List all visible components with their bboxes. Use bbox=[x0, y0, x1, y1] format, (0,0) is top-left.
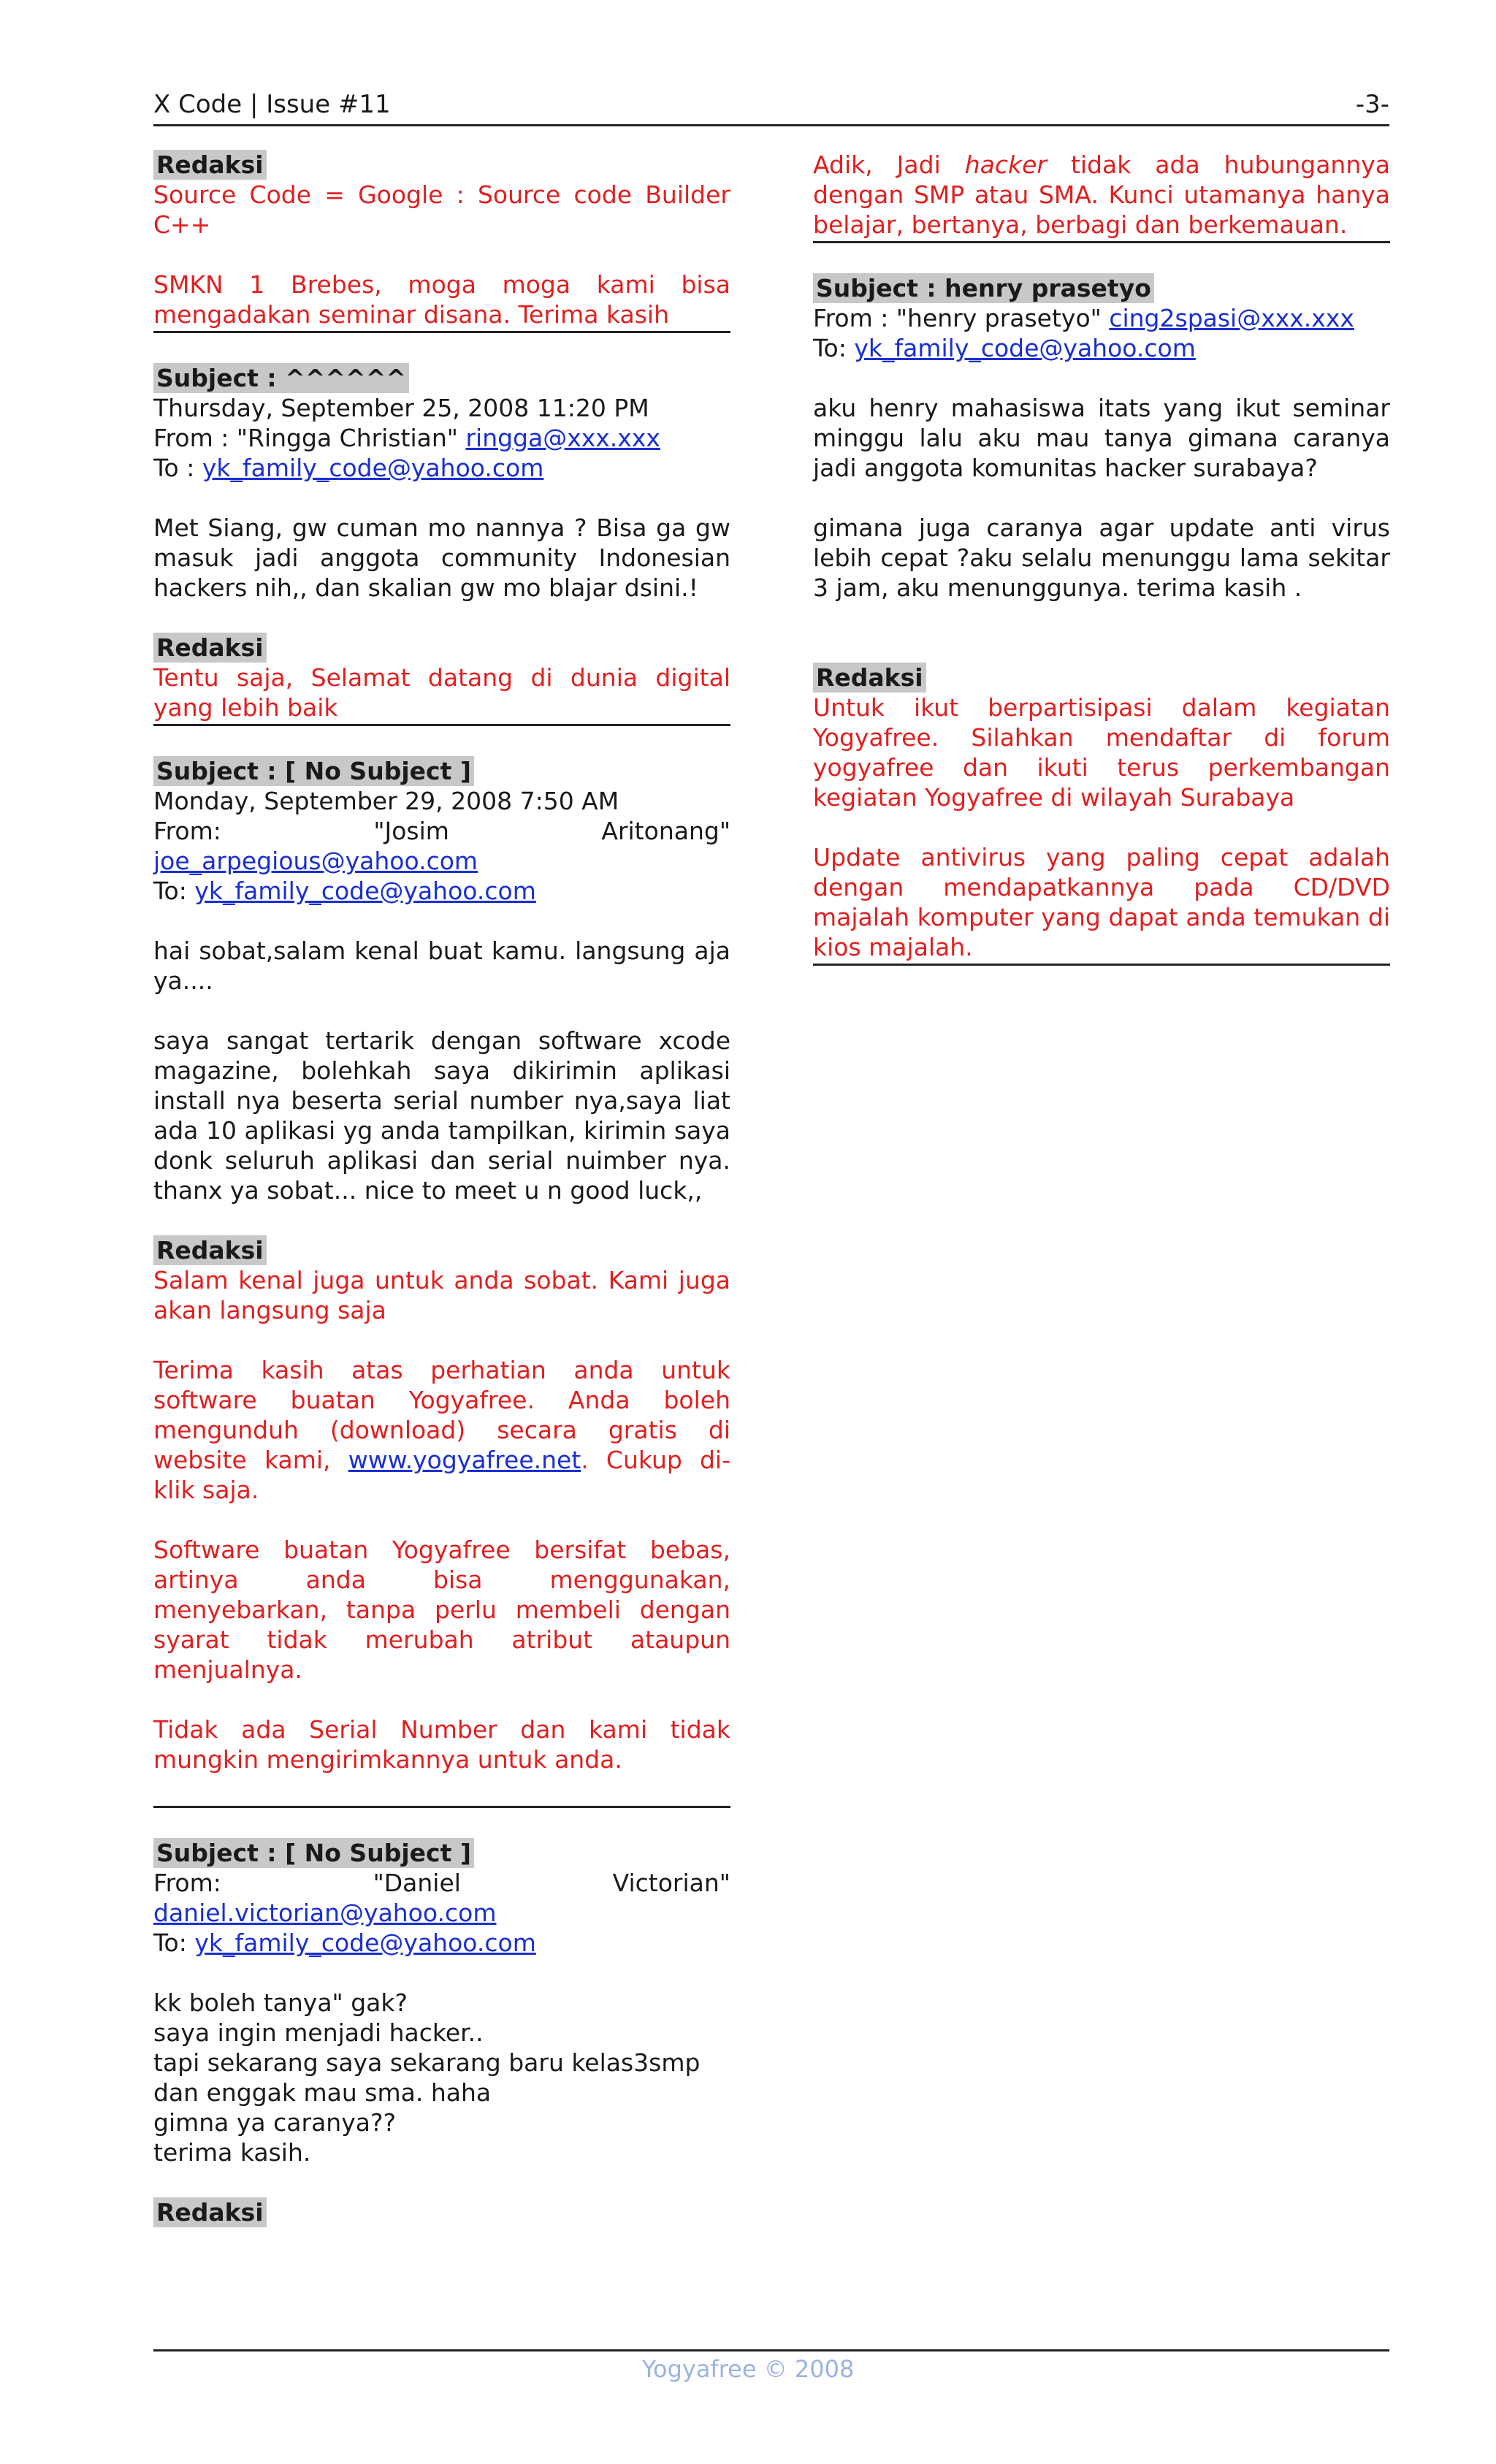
recipient-email-link[interactable]: yk_family_code@yahoo.com bbox=[194, 1929, 536, 1957]
reply-text: Update antivirus yang paling cepat adalah dengan mendapatkannya pada CD/DVD majalah komputer yang dapat anda temukan di kios majalah. bbox=[813, 843, 1390, 961]
letter-body: hai sobat,salam kenal buat kamu. langsung aja ya.... bbox=[153, 937, 730, 995]
redaksi-label: Redaksi bbox=[153, 1235, 267, 1265]
letter-block bbox=[813, 273, 1390, 633]
letter-line: terima kasih. bbox=[153, 2138, 311, 2167]
redaksi-label: Redaksi bbox=[153, 150, 267, 180]
letter-date: Monday, September 29, 2008 7:50 AM bbox=[153, 787, 619, 815]
letter-line: gimna ya caranya?? bbox=[153, 2108, 396, 2137]
footer-divider bbox=[153, 2349, 1389, 2352]
right-column bbox=[813, 150, 1390, 966]
letter-to: To : yk_family_code@yahoo.com bbox=[153, 454, 544, 482]
letter-to: To: yk_family_code@yahoo.com bbox=[153, 1929, 536, 1957]
letter-from: From: "Daniel Victorian" bbox=[153, 1869, 730, 1897]
reply-block bbox=[153, 2197, 730, 2227]
letter-from: From : "henry prasetyo" cing2spasi@xxx.xxx bbox=[813, 304, 1354, 332]
letter-body: aku henry mahasiswa itats yang ikut seminar minggu lalu aku mau tanya gimana caranya jadi anggota komunitas hacker surabaya? bbox=[813, 394, 1390, 482]
page-number: -3- bbox=[1355, 90, 1389, 119]
letter-date: Thursday, September 25, 2008 11:20 PM bbox=[153, 394, 649, 422]
website-link[interactable]: www.yogyafree.net bbox=[348, 1446, 581, 1474]
sender-email-link[interactable]: daniel.victorian@yahoo.com bbox=[153, 1899, 497, 1927]
reply-text: Software buatan Yogyafree bersifat bebas, artinya anda bisa menggunakan, menyebarkan, tanpa perlu membeli dengan syarat tidak merubah atribut ataupun menjualnya. bbox=[153, 1536, 730, 1684]
sender-email-link[interactable]: joe_arpegious@yahoo.com bbox=[153, 847, 478, 875]
letter-block bbox=[153, 363, 730, 603]
page-header bbox=[153, 86, 1389, 126]
letter-line: kk boleh tanya" gak? bbox=[153, 1988, 408, 2017]
redaksi-label: Redaksi bbox=[153, 633, 267, 663]
left-column bbox=[153, 150, 730, 2257]
sender-email-link[interactable]: ringga@xxx.xxx bbox=[465, 424, 660, 452]
letter-body: Met Siang, gw cuman mo nannya ? Bisa ga gw masuk jadi anggota community Indonesian hackers nih,, dan skalian gw mo blajar dsini.! bbox=[153, 514, 730, 602]
letter-line: dan enggak mau sma. haha bbox=[153, 2078, 492, 2107]
letter-from: From : "Ringga Christian" ringga@xxx.xxx bbox=[153, 424, 660, 452]
recipient-email-link[interactable]: yk_family_code@yahoo.com bbox=[194, 877, 536, 905]
page-footer: Yogyafree © 2008 bbox=[641, 2355, 855, 2383]
letter-from: From: "Josim Aritonang" bbox=[153, 817, 730, 845]
letter-block bbox=[153, 756, 730, 1205]
reply-text: Terima kasih atas perhatian anda untuk software buatan Yogyafree. Anda boleh mengunduh (download) secara gratis di website kami, www.yogyafree.net. Cukup di-klik saja. bbox=[153, 1356, 730, 1504]
reply-text: Untuk ikut berpartisipasi dalam kegiatan Yogyafree. Silahkan mendaftar di forum yogyafree dan ikuti terus perkembangan kegiatan Yogyafree di wilayah Surabaya bbox=[813, 693, 1390, 812]
letter-to: To: yk_family_code@yahoo.com bbox=[813, 334, 1196, 362]
reply-text: Adik, Jadi hacker tidak ada hubungannya dengan SMP atau SMA. Kunci utamanya hanya belajar, bertanya, berbagi dan berkemauan. bbox=[813, 150, 1391, 239]
reply-block bbox=[813, 663, 1390, 966]
redaksi-label: Redaksi bbox=[153, 2197, 267, 2227]
reply-text: Tentu saja, Selamat datang di dunia digital yang lebih baik bbox=[153, 663, 730, 722]
letter-line: tapi sekarang saya sekarang baru kelas3smp bbox=[153, 2048, 701, 2077]
subject-label: Subject : ^^^^^^ bbox=[153, 363, 409, 393]
subject-label: Subject : [ No Subject ] bbox=[153, 1838, 474, 1868]
reply-block bbox=[153, 1235, 730, 1808]
recipient-email-link[interactable]: yk_family_code@yahoo.com bbox=[202, 454, 544, 482]
letter-to: To: yk_family_code@yahoo.com bbox=[153, 877, 536, 905]
subject-label: Subject : henry prasetyo bbox=[813, 273, 1154, 303]
magazine-title: X Code | Issue #11 bbox=[153, 90, 391, 119]
sender-email-link[interactable]: cing2spasi@xxx.xxx bbox=[1109, 304, 1354, 332]
letter-body: gimana juga caranya agar update anti virus lebih cepat ?aku selalu menunggu lama sekitar 3 jam, aku menunggunya. terima kasih . bbox=[813, 514, 1390, 602]
letter-line: saya ingin menjadi hacker.. bbox=[153, 2018, 484, 2047]
reply-text: Tidak ada Serial Number dan kami tidak mungkin mengirimkannya untuk anda. bbox=[153, 1715, 730, 1774]
redaksi-label: Redaksi bbox=[813, 663, 926, 693]
reply-text: Salam kenal juga untuk anda sobat. Kami juga akan langsung saja bbox=[153, 1266, 730, 1324]
letter-body: saya sangat tertarik dengan software xcode magazine, bolehkah saya dikirimin aplikasi install nya beserta serial number nya,saya liat ada 10 aplikasi yg anda tampilkan, kirimin saya donk seluruh aplikasi dan serial nuimber nya. thanx ya sobat... nice to meet u n good luck,, bbox=[153, 1026, 730, 1205]
reply-text: Source Code = Google : Source code Builder C++ bbox=[153, 180, 730, 239]
recipient-email-link[interactable]: yk_family_code@yahoo.com bbox=[854, 334, 1196, 362]
reply-block bbox=[153, 633, 730, 726]
reply-block bbox=[153, 150, 730, 333]
reply-block bbox=[813, 150, 1390, 243]
letter-block bbox=[153, 1838, 730, 2167]
subject-label: Subject : [ No Subject ] bbox=[153, 756, 474, 786]
reply-text: SMKN 1 Brebes, moga moga kami bisa mengadakan seminar disana. Terima kasih bbox=[153, 270, 730, 329]
